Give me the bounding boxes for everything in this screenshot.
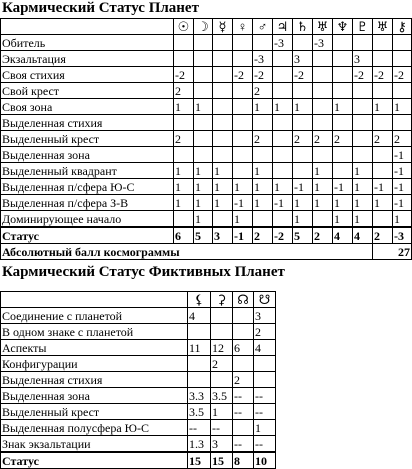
row-value bbox=[333, 51, 353, 67]
planet-symbol-header: ☊ bbox=[233, 292, 254, 308]
table-row bbox=[1, 308, 276, 324]
row-value bbox=[273, 147, 293, 163]
row-value bbox=[333, 83, 353, 99]
row-value: 1 bbox=[194, 179, 213, 195]
row-label: Выделенный крест bbox=[1, 404, 188, 420]
row-value bbox=[373, 35, 393, 51]
status-value: 2 bbox=[373, 227, 393, 244]
row-value bbox=[174, 35, 194, 51]
row-value: -2 bbox=[393, 67, 412, 83]
row-value: 2 bbox=[253, 83, 273, 99]
row-value bbox=[233, 99, 253, 115]
row-value: 1 bbox=[313, 163, 333, 179]
table-row bbox=[1, 179, 412, 195]
row-value: 1 bbox=[373, 195, 393, 211]
karmic-status-title: Кармический Статус Планет bbox=[2, 0, 199, 16]
row-value: 1 bbox=[194, 163, 213, 179]
row-value: 1 bbox=[293, 195, 313, 211]
table-row bbox=[1, 99, 412, 115]
row-label: Аспекты bbox=[1, 340, 188, 356]
row-value: 1 bbox=[333, 211, 353, 228]
status-value: 8 bbox=[233, 452, 254, 469]
row-value: 3 bbox=[211, 436, 233, 453]
row-value: -- bbox=[188, 420, 211, 436]
row-value: -1 bbox=[233, 195, 253, 211]
row-value: -- bbox=[211, 420, 233, 436]
absolute-score-value: 27 bbox=[393, 244, 412, 260]
row-value: 1 bbox=[253, 179, 273, 195]
row-value bbox=[254, 356, 276, 372]
row-value: -3 bbox=[313, 35, 333, 51]
row-value bbox=[313, 99, 333, 115]
row-label: Выделенная п/сфера З-В bbox=[1, 195, 174, 211]
planet-symbol-header: ⚳ bbox=[211, 292, 233, 308]
row-value bbox=[293, 147, 313, 163]
row-value: 1 bbox=[333, 195, 353, 211]
planet-symbol-header: ♅ bbox=[373, 19, 393, 35]
table-row bbox=[1, 324, 276, 340]
row-label: Свой крест bbox=[1, 83, 174, 99]
table-row bbox=[1, 356, 276, 372]
row-value bbox=[213, 131, 233, 147]
planet-symbol-header: ⚷ bbox=[393, 19, 412, 35]
status-value: 15 bbox=[188, 452, 211, 469]
row-value: 1 bbox=[273, 99, 293, 115]
row-label: В одном знаке с планетой bbox=[1, 324, 188, 340]
table-row bbox=[1, 35, 412, 51]
row-value: 1 bbox=[313, 179, 333, 195]
table-row bbox=[1, 436, 276, 453]
planet-symbol-header: ♆ bbox=[333, 19, 353, 35]
row-value: -3 bbox=[273, 35, 293, 51]
row-value bbox=[233, 420, 254, 436]
fictive-status-table bbox=[0, 291, 276, 469]
row-value: -2 bbox=[373, 67, 393, 83]
row-value bbox=[313, 51, 333, 67]
row-value: 2 bbox=[254, 324, 276, 340]
row-value: -1 bbox=[373, 179, 393, 195]
status-value: -3 bbox=[393, 227, 412, 244]
table-row bbox=[1, 67, 412, 83]
row-value bbox=[188, 356, 211, 372]
row-value bbox=[188, 372, 211, 388]
row-value bbox=[253, 115, 273, 131]
row-value: -1 bbox=[393, 195, 412, 211]
row-value bbox=[213, 115, 233, 131]
row-value: 1 bbox=[253, 99, 273, 115]
row-value: 1 bbox=[353, 163, 373, 179]
row-value: 3.3 bbox=[188, 388, 211, 404]
row-value bbox=[233, 308, 254, 324]
row-value bbox=[393, 115, 412, 131]
status-row bbox=[1, 452, 276, 469]
row-value: 1 bbox=[273, 179, 293, 195]
header-corner bbox=[1, 292, 188, 308]
row-value: 3 bbox=[293, 51, 313, 67]
row-value bbox=[253, 147, 273, 163]
row-value bbox=[273, 163, 293, 179]
absolute-score-row bbox=[1, 244, 412, 260]
row-value: -1 bbox=[333, 179, 353, 195]
row-value: -1 bbox=[393, 147, 412, 163]
row-value: 12 bbox=[211, 340, 233, 356]
status-value: 10 bbox=[254, 452, 276, 469]
status-value: 4 bbox=[353, 227, 373, 244]
row-value: 3.5 bbox=[188, 404, 211, 420]
row-value bbox=[353, 35, 373, 51]
row-label: Конфигурации bbox=[1, 356, 188, 372]
row-value bbox=[188, 324, 211, 340]
row-value: 1 bbox=[253, 195, 273, 211]
row-value: 1 bbox=[213, 163, 233, 179]
row-value bbox=[174, 211, 194, 228]
row-value bbox=[253, 35, 273, 51]
planet-symbol-header: ♄ bbox=[293, 19, 313, 35]
table-row bbox=[1, 211, 412, 228]
row-value: 2 bbox=[233, 372, 254, 388]
row-label: Выделенная зона bbox=[1, 388, 188, 404]
row-value: 2 bbox=[333, 131, 353, 147]
row-label: Выделенная п/сфера Ю-С bbox=[1, 179, 174, 195]
status-value: 5 bbox=[293, 227, 313, 244]
row-value bbox=[213, 99, 233, 115]
row-value: 1 bbox=[213, 195, 233, 211]
row-value bbox=[353, 147, 373, 163]
row-value bbox=[211, 324, 233, 340]
fictive-status-title: Кармический Статус Фиктивных Планет bbox=[2, 264, 285, 280]
row-value: 1 bbox=[253, 163, 273, 179]
header-row bbox=[1, 292, 276, 308]
row-value bbox=[393, 35, 412, 51]
row-value: 1 bbox=[254, 420, 276, 436]
row-value bbox=[233, 356, 254, 372]
row-value bbox=[213, 83, 233, 99]
status-value: 15 bbox=[211, 452, 233, 469]
row-value bbox=[233, 51, 253, 67]
row-value: -2 bbox=[293, 67, 313, 83]
row-value: -2 bbox=[253, 67, 273, 83]
row-value: 1 bbox=[333, 99, 353, 115]
row-value: 11 bbox=[188, 340, 211, 356]
status-value: -1 bbox=[233, 227, 253, 244]
row-value bbox=[313, 83, 333, 99]
row-value bbox=[293, 35, 313, 51]
status-value: 3 bbox=[213, 227, 233, 244]
row-value: 1 bbox=[313, 195, 333, 211]
row-value: 1 bbox=[213, 179, 233, 195]
row-value: 2 bbox=[313, 131, 333, 147]
row-value bbox=[213, 67, 233, 83]
row-value: 1 bbox=[174, 195, 194, 211]
table-row bbox=[1, 147, 412, 163]
row-value: -1 bbox=[393, 163, 412, 179]
row-value: 3 bbox=[353, 51, 373, 67]
row-value bbox=[393, 51, 412, 67]
row-value: 1 bbox=[293, 211, 313, 228]
status-label: Статус bbox=[1, 227, 174, 244]
row-value bbox=[194, 131, 213, 147]
table-row bbox=[1, 115, 412, 131]
row-value: -- bbox=[254, 404, 276, 420]
row-value: 6 bbox=[233, 340, 254, 356]
status-value: 6 bbox=[174, 227, 194, 244]
row-value bbox=[233, 163, 253, 179]
row-value: -- bbox=[254, 388, 276, 404]
row-value bbox=[213, 211, 233, 228]
row-value bbox=[273, 211, 293, 228]
row-value: 1 bbox=[233, 179, 253, 195]
planet-symbol-header: ⚸ bbox=[188, 292, 211, 308]
row-value: 1 bbox=[174, 163, 194, 179]
row-value bbox=[194, 35, 213, 51]
row-value: -2 bbox=[174, 67, 194, 83]
row-value bbox=[293, 163, 313, 179]
row-label: Экзальтация bbox=[1, 51, 174, 67]
row-value: 4 bbox=[254, 340, 276, 356]
row-value: 1 bbox=[393, 99, 412, 115]
table-row bbox=[1, 372, 276, 388]
row-label: Обитель bbox=[1, 35, 174, 51]
status-value: 2 bbox=[313, 227, 333, 244]
row-value bbox=[213, 51, 233, 67]
row-value bbox=[333, 163, 353, 179]
row-value bbox=[373, 115, 393, 131]
planet-symbol-header: ☿ bbox=[213, 19, 233, 35]
status-value: 5 bbox=[194, 227, 213, 244]
row-value bbox=[313, 211, 333, 228]
row-value bbox=[333, 115, 353, 131]
row-value: 1 bbox=[393, 211, 412, 228]
row-value bbox=[254, 372, 276, 388]
row-value bbox=[353, 83, 373, 99]
planet-symbol-header: ♅ bbox=[313, 19, 333, 35]
table-row bbox=[1, 420, 276, 436]
row-value: 2 bbox=[373, 131, 393, 147]
row-value bbox=[213, 35, 233, 51]
row-value bbox=[233, 147, 253, 163]
row-value: 1 bbox=[373, 99, 393, 115]
row-value bbox=[313, 67, 333, 83]
row-value bbox=[273, 67, 293, 83]
table-row bbox=[1, 163, 412, 179]
row-value: 2 bbox=[174, 131, 194, 147]
row-value bbox=[313, 147, 333, 163]
row-value bbox=[211, 308, 233, 324]
planet-symbol-header: ♃ bbox=[273, 19, 293, 35]
row-value: -1 bbox=[393, 179, 412, 195]
row-label: Выделенная стихия bbox=[1, 372, 188, 388]
row-value: 1 bbox=[353, 179, 373, 195]
row-value bbox=[333, 35, 353, 51]
row-value bbox=[353, 131, 373, 147]
row-value bbox=[213, 147, 233, 163]
planet-symbol-header: ☽ bbox=[194, 19, 213, 35]
row-value: 1 bbox=[211, 404, 233, 420]
table-row bbox=[1, 195, 412, 211]
row-value bbox=[253, 211, 273, 228]
row-label: Доминирующее начало bbox=[1, 211, 174, 228]
row-value bbox=[174, 147, 194, 163]
status-value: 2 bbox=[253, 227, 273, 244]
row-value bbox=[293, 115, 313, 131]
row-value bbox=[174, 115, 194, 131]
row-value bbox=[313, 115, 333, 131]
row-value: 1 bbox=[194, 211, 213, 228]
row-value: -- bbox=[233, 404, 254, 420]
row-value: 1 bbox=[233, 211, 253, 228]
row-value bbox=[273, 131, 293, 147]
absolute-score-spacer bbox=[373, 244, 393, 260]
planet-symbol-header: ♂ bbox=[253, 19, 273, 35]
row-label: Выделенный квадрант bbox=[1, 163, 174, 179]
row-label: Выделенная зона bbox=[1, 147, 174, 163]
row-value: 2 bbox=[393, 131, 412, 147]
row-value bbox=[273, 51, 293, 67]
row-value bbox=[293, 83, 313, 99]
karmic-status-table bbox=[0, 18, 412, 260]
row-value: 2 bbox=[174, 83, 194, 99]
row-value bbox=[373, 147, 393, 163]
row-value bbox=[333, 67, 353, 83]
row-value bbox=[373, 51, 393, 67]
row-value bbox=[233, 83, 253, 99]
row-value: -1 bbox=[273, 195, 293, 211]
row-value: 1 bbox=[353, 195, 373, 211]
row-value bbox=[233, 115, 253, 131]
table-row bbox=[1, 388, 276, 404]
table-row bbox=[1, 131, 412, 147]
row-value: 1 bbox=[174, 179, 194, 195]
row-value bbox=[393, 83, 412, 99]
row-value bbox=[333, 147, 353, 163]
row-value: 2 bbox=[211, 356, 233, 372]
table-row bbox=[1, 340, 276, 356]
status-label: Статус bbox=[1, 452, 188, 469]
row-value: 1.3 bbox=[188, 436, 211, 453]
row-value bbox=[233, 324, 254, 340]
row-value bbox=[353, 115, 373, 131]
header-row bbox=[1, 19, 412, 35]
row-value bbox=[273, 83, 293, 99]
row-value bbox=[273, 115, 293, 131]
row-value bbox=[233, 131, 253, 147]
absolute-score-label: Абсолютный балл космограммы bbox=[1, 244, 373, 260]
header-corner bbox=[1, 19, 174, 35]
row-value: 4 bbox=[188, 308, 211, 324]
planet-symbol-header: ☋ bbox=[254, 292, 276, 308]
row-value: -- bbox=[233, 436, 254, 453]
row-value bbox=[194, 115, 213, 131]
row-label: Выделенный крест bbox=[1, 131, 174, 147]
row-label: Знак экзальтации bbox=[1, 436, 188, 453]
row-label: Выделенная полусфера Ю-С bbox=[1, 420, 188, 436]
row-value: 3 bbox=[254, 308, 276, 324]
row-label: Своя стихия bbox=[1, 67, 174, 83]
row-value bbox=[194, 51, 213, 67]
row-value: -- bbox=[233, 388, 254, 404]
row-value: -3 bbox=[253, 51, 273, 67]
row-value: 1 bbox=[194, 99, 213, 115]
row-value bbox=[373, 211, 393, 228]
row-value: 1 bbox=[353, 211, 373, 228]
row-value bbox=[353, 99, 373, 115]
row-label: Выделенная стихия bbox=[1, 115, 174, 131]
row-value: 1 bbox=[174, 99, 194, 115]
row-value: 3.5 bbox=[211, 388, 233, 404]
row-value bbox=[373, 163, 393, 179]
row-value: -2 bbox=[353, 67, 373, 83]
planet-symbol-header: ☉ bbox=[174, 19, 194, 35]
table-row bbox=[1, 51, 412, 67]
status-value: -2 bbox=[273, 227, 293, 244]
row-value: 2 bbox=[293, 131, 313, 147]
status-value: 4 bbox=[333, 227, 353, 244]
row-value: 1 bbox=[293, 99, 313, 115]
table-row bbox=[1, 83, 412, 99]
planet-symbol-header: ♇ bbox=[353, 19, 373, 35]
row-value: -2 bbox=[233, 67, 253, 83]
row-value: -1 bbox=[293, 179, 313, 195]
row-value bbox=[233, 35, 253, 51]
row-value bbox=[194, 83, 213, 99]
row-value bbox=[174, 51, 194, 67]
row-value: -- bbox=[254, 436, 276, 453]
row-value bbox=[194, 147, 213, 163]
row-value bbox=[211, 372, 233, 388]
row-label: Соединение с планетой bbox=[1, 308, 188, 324]
table-row bbox=[1, 404, 276, 420]
row-label: Своя зона bbox=[1, 99, 174, 115]
row-value bbox=[373, 83, 393, 99]
status-row bbox=[1, 227, 412, 244]
row-value: 1 bbox=[194, 195, 213, 211]
row-value: 2 bbox=[253, 131, 273, 147]
planet-symbol-header: ♀ bbox=[233, 19, 253, 35]
row-value bbox=[194, 67, 213, 83]
